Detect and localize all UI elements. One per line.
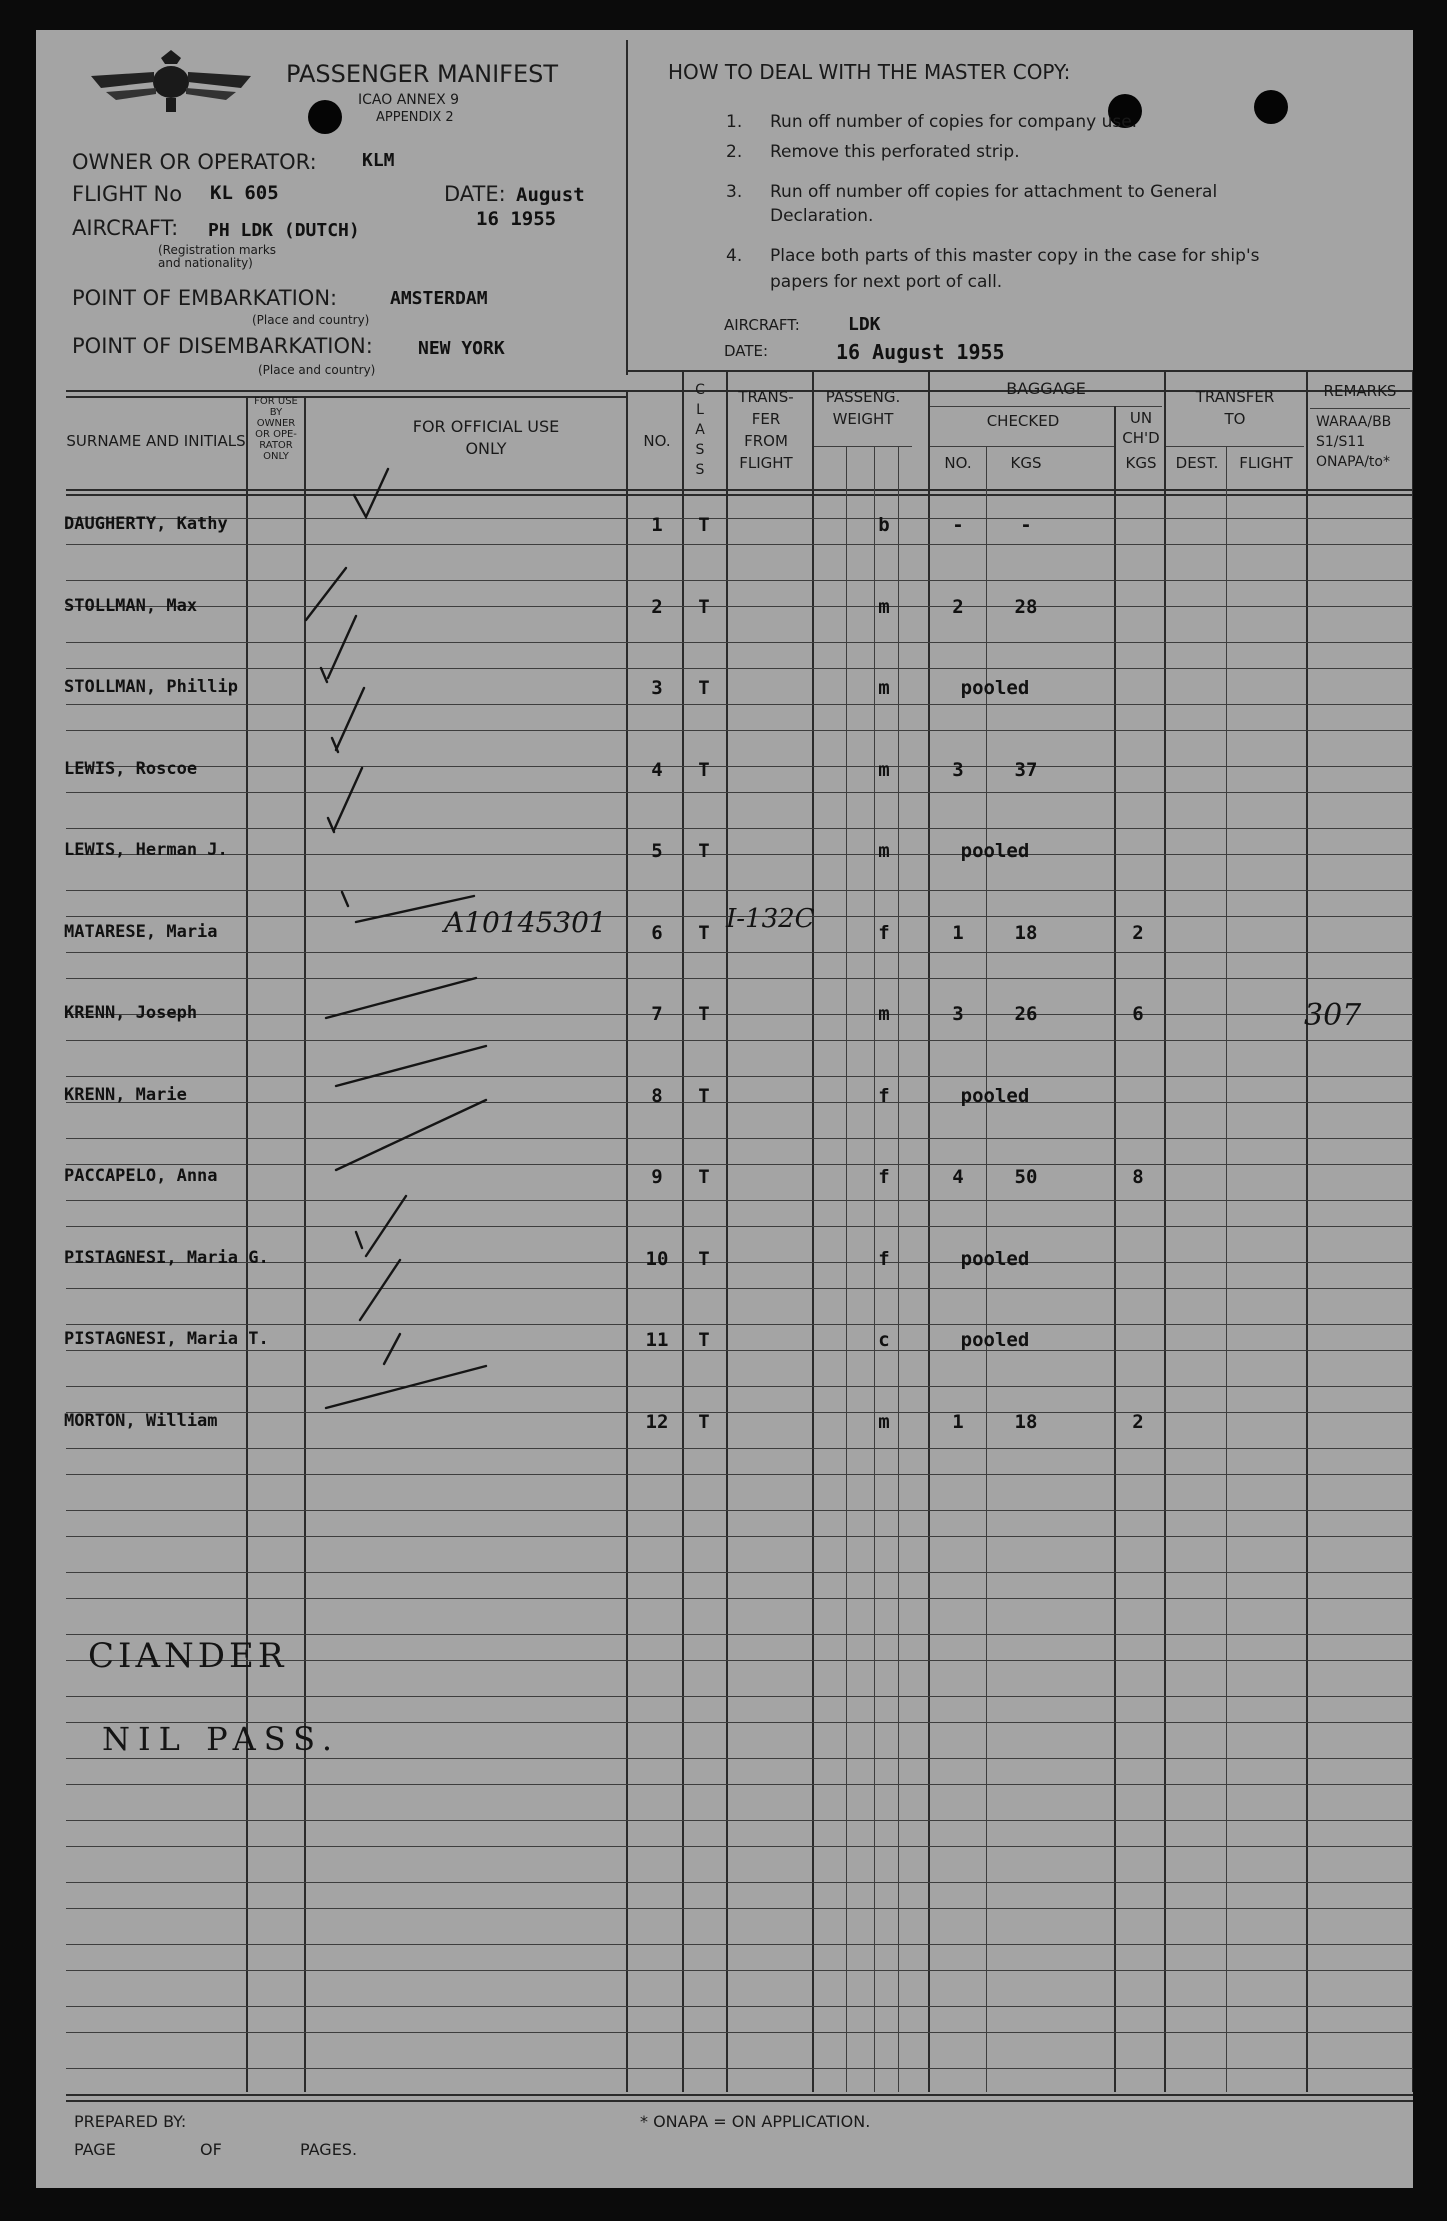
instruction-text: Run off number off copies for attachment to General: [770, 182, 1218, 202]
baggage-kgs: 26: [1014, 1003, 1038, 1025]
baggage-no: -: [952, 514, 964, 536]
baggage-no: 1: [952, 922, 964, 944]
col-header-bag-no: NO.: [944, 454, 972, 472]
instruction-text: Declaration.: [770, 206, 874, 226]
passenger-name: KRENN, Joseph: [64, 1003, 198, 1023]
passenger-class: T: [698, 1411, 710, 1433]
copy-aircraft-label: AIRCRAFT:: [724, 316, 800, 334]
col-header-checked: CHECKED: [986, 412, 1060, 430]
baggage-kgs: -: [1020, 514, 1032, 536]
disembark-note: (Place and country): [258, 363, 376, 377]
col-header-no: NO.: [643, 432, 671, 450]
copy-date-label: DATE:: [724, 342, 769, 360]
passenger-weight: f: [878, 1248, 890, 1270]
baggage-no: 3: [952, 759, 964, 781]
passenger-no: 9: [651, 1166, 663, 1188]
instruction-text: papers for next port of call.: [770, 272, 1003, 292]
date-value-day-year: 16 1955: [476, 208, 557, 230]
baggage-pooled: pooled: [960, 1248, 1030, 1270]
handwritten-nil-pass: NIL PASS.: [102, 1720, 341, 1758]
aircraft-value: PH LDK (DUTCH): [208, 220, 360, 241]
col-header-remarks: REMARKS: [1323, 382, 1397, 400]
col-header-kgs-unchd: KGS: [1125, 454, 1157, 472]
instruction-num: 1.: [726, 112, 743, 132]
passenger-name: STOLLMAN, Max: [64, 596, 198, 616]
baggage-kgs: 50: [1014, 1166, 1038, 1188]
of-label: OF: [200, 2140, 222, 2159]
baggage-pooled: pooled: [960, 840, 1030, 862]
passenger-class: T: [698, 1329, 710, 1351]
page-label: PAGE: [74, 2140, 116, 2159]
flight-label: FLIGHT No: [72, 182, 183, 206]
col-header-kgs: KGS: [1010, 454, 1042, 472]
passenger-class: T: [698, 1085, 710, 1107]
passenger-no: 10: [645, 1248, 669, 1270]
pages-label: PAGES.: [300, 2140, 358, 2159]
col-header-transfer-to: TRANSFER TO: [1195, 388, 1275, 428]
form-annex: ICAO ANNEX 9: [358, 92, 460, 108]
passenger-no: 12: [645, 1411, 669, 1433]
instruction-num: 3.: [726, 182, 743, 202]
passenger-no: 1: [651, 514, 663, 536]
check-marks: [36, 30, 1413, 2188]
disembark-value: NEW YORK: [418, 338, 505, 359]
flight-value: KL 605: [210, 182, 279, 204]
passenger-weight: m: [878, 596, 890, 618]
date-label: DATE:: [444, 182, 506, 206]
passenger-name: PACCAPELO, Anna: [64, 1166, 218, 1186]
handwritten-remark: 307: [1304, 998, 1362, 1033]
instruction-text: Run off number of copies for company use.: [770, 112, 1138, 132]
passenger-name: KRENN, Marie: [64, 1085, 187, 1105]
baggage-no: 3: [952, 1003, 964, 1025]
passenger-class: T: [698, 514, 710, 536]
instruction-text: Place both parts of this master copy in the case for ship's: [770, 246, 1260, 266]
baggage-kgs: 18: [1014, 1411, 1038, 1433]
col-header-dest: DEST.: [1175, 454, 1219, 472]
passenger-no: 3: [651, 677, 663, 699]
embark-value: AMSTERDAM: [390, 288, 488, 309]
passenger-weight: m: [878, 1003, 890, 1025]
col-header-surname: SURNAME AND INITIALS: [66, 432, 246, 450]
col-header-passeng-weight: PASSENG. WEIGHT: [825, 388, 901, 428]
passenger-no: 11: [645, 1329, 669, 1351]
passenger-weight: m: [878, 677, 890, 699]
col-header-owner-use: FOR USE BY OWNER OR OPE- RATOR ONLY: [254, 396, 298, 462]
handwritten-transfer-note: I-132C: [726, 904, 815, 934]
passenger-class: T: [698, 922, 710, 944]
baggage-kgs: 28: [1014, 596, 1038, 618]
passenger-weight: f: [878, 1085, 890, 1107]
aircraft-note: (Registration marks: [158, 243, 277, 257]
baggage-no: 1: [952, 1411, 964, 1433]
passenger-class: T: [698, 1166, 710, 1188]
col-header-flight: FLIGHT: [1239, 454, 1293, 472]
owner-value: KLM: [362, 150, 395, 171]
instruction-num: 2.: [726, 142, 743, 162]
passenger-name: LEWIS, Herman J.: [64, 840, 228, 860]
embark-label: POINT OF EMBARKATION:: [72, 286, 338, 310]
unchecked-kgs: 6: [1132, 1003, 1144, 1025]
passenger-name: DAUGHERTY, Kathy: [64, 514, 228, 534]
owner-label: OWNER OR OPERATOR:: [72, 150, 317, 174]
handwritten-crew-note: CIANDER: [88, 1636, 288, 1676]
passenger-no: 7: [651, 1003, 663, 1025]
col-header-baggage: BAGGAGE: [1006, 379, 1086, 398]
passenger-weight: f: [878, 1166, 890, 1188]
instruction-num: 4.: [726, 246, 743, 266]
passenger-no: 5: [651, 840, 663, 862]
unchecked-kgs: 8: [1132, 1166, 1144, 1188]
passenger-name: LEWIS, Roscoe: [64, 759, 198, 779]
passenger-weight: m: [878, 759, 890, 781]
passenger-class: T: [698, 1003, 710, 1025]
baggage-pooled: pooled: [960, 1085, 1030, 1107]
passenger-name: MATARESE, Maria: [64, 922, 218, 942]
aircraft-note: and nationality): [158, 256, 253, 270]
col-header-unchd: UN CH'D: [1122, 409, 1160, 447]
footnote: * ONAPA = ON APPLICATION.: [640, 2112, 871, 2131]
baggage-kgs: 37: [1014, 759, 1038, 781]
passenger-no: 4: [651, 759, 663, 781]
disembark-label: POINT OF DISEMBARKATION:: [72, 334, 373, 358]
copy-date-value: 16 August 1955: [836, 340, 1005, 364]
passenger-weight: b: [878, 514, 890, 536]
form-title: PASSENGER MANIFEST: [286, 60, 559, 88]
passenger-name: MORTON, William: [64, 1411, 218, 1431]
passenger-name: PISTAGNESI, Maria G.: [64, 1248, 269, 1268]
unchecked-kgs: 2: [1132, 922, 1144, 944]
passenger-class: T: [698, 677, 710, 699]
handwritten-passport-number: A10145301: [444, 906, 607, 939]
manifest-sheet: [36, 30, 1413, 2188]
passenger-no: 8: [651, 1085, 663, 1107]
col-header-remarks-sub: WARAA/BB S1/S11 ONAPA/to*: [1316, 414, 1392, 470]
col-header-transfer-from: TRANS- FER FROM FLIGHT: [738, 388, 794, 472]
passenger-weight: f: [878, 922, 890, 944]
baggage-no: 4: [952, 1166, 964, 1188]
baggage-pooled: pooled: [960, 1329, 1030, 1351]
instructions-title: HOW TO DEAL WITH THE MASTER COPY:: [668, 60, 1071, 84]
form-appendix: APPENDIX 2: [376, 110, 454, 125]
col-header-class: C L A S S: [695, 382, 705, 478]
passenger-no: 6: [651, 922, 663, 944]
baggage-pooled: pooled: [960, 677, 1030, 699]
prepared-by-label: PREPARED BY:: [74, 2112, 187, 2131]
passenger-weight: m: [878, 840, 890, 862]
passenger-name: PISTAGNESI, Maria T.: [64, 1329, 269, 1349]
passenger-class: T: [698, 759, 710, 781]
col-header-official-use: FOR OFFICIAL USE ONLY: [412, 417, 560, 458]
passenger-class: T: [698, 596, 710, 618]
passenger-class: T: [698, 840, 710, 862]
baggage-kgs: 18: [1014, 922, 1038, 944]
passenger-class: T: [698, 1248, 710, 1270]
passenger-no: 2: [651, 596, 663, 618]
passenger-weight: m: [878, 1411, 890, 1433]
copy-aircraft-value: LDK: [848, 314, 881, 335]
unchecked-kgs: 2: [1132, 1411, 1144, 1433]
passenger-name: STOLLMAN, Phillip: [64, 677, 238, 697]
passenger-weight: c: [878, 1329, 890, 1351]
instruction-text: Remove this perforated strip.: [770, 142, 1020, 162]
aircraft-label: AIRCRAFT:: [72, 216, 179, 240]
date-value-month: August: [516, 184, 585, 206]
baggage-no: 2: [952, 596, 964, 618]
embark-note: (Place and country): [252, 313, 370, 327]
